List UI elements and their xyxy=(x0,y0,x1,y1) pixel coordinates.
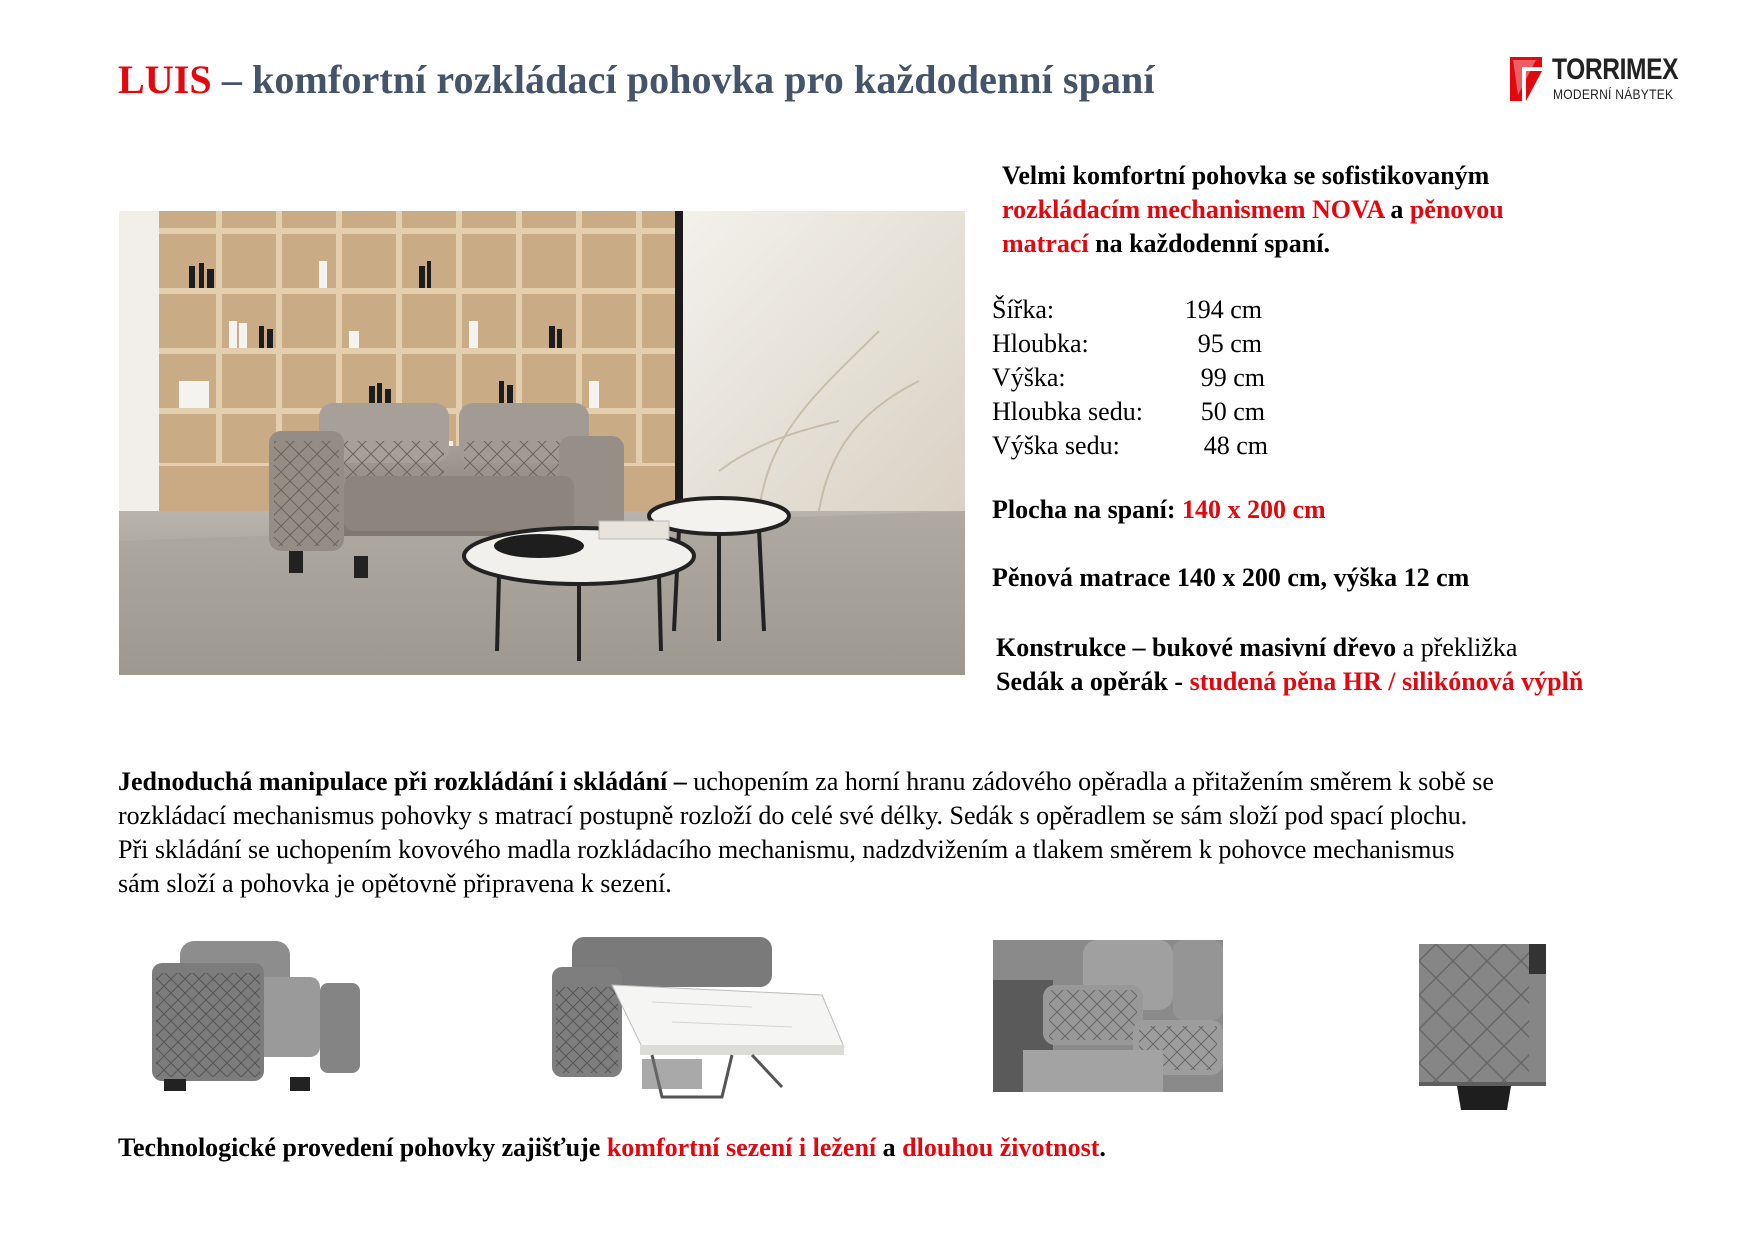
spec-label: Hloubka sedu: xyxy=(992,397,1143,426)
hero-sofa-illustration xyxy=(119,211,965,675)
manipulation-line-2: rozkládací mechanismus pohovky s matrací postupně rozloží do celé své délky. Sedák s opěradlem se sám složí pod spací plochu. xyxy=(118,801,1468,830)
spec-label: Výška: xyxy=(992,363,1066,392)
spec-label: Šířka: xyxy=(992,295,1055,324)
intro-line-2 xyxy=(1002,193,1504,227)
dimensions-list xyxy=(992,293,1274,463)
intro-mattress: matrací xyxy=(1002,229,1089,258)
footer-durability: dlouhou životnost xyxy=(902,1133,1100,1162)
hero-photo-living-room xyxy=(119,211,965,675)
intro-line-3-rest: na každodenní spaní. xyxy=(1088,229,1330,258)
spec-label: Výška sedu: xyxy=(992,431,1120,460)
manipulation-paragraph xyxy=(118,765,1678,901)
spec-value: 99 cm xyxy=(1200,363,1265,392)
spec-seat-depth xyxy=(992,395,1274,429)
product-name: LUIS xyxy=(118,57,212,102)
footer-suffix: . xyxy=(1099,1133,1106,1162)
spec-depth xyxy=(992,327,1274,361)
seat-red: studená pěna HR / silikónová výplň xyxy=(1189,667,1584,696)
manipulation-line-1-rest: uchopením za horní hranu zádového opěradla a přitažením směrem k sobě se xyxy=(686,767,1494,796)
seat-line xyxy=(996,665,1583,699)
footer-prefix: Technologické provedení pohovky zajišťuje xyxy=(118,1133,607,1162)
seat-bold: Sedák a opěrák - xyxy=(996,667,1190,696)
intro-line-1: Velmi komfortní pohovka se sofistikovaným xyxy=(1002,161,1490,190)
spec-value: 95 cm xyxy=(1197,329,1262,358)
intro-line-3 xyxy=(1002,227,1504,261)
intro-text xyxy=(1002,159,1504,261)
spec-seat-height xyxy=(992,429,1274,463)
construction-rest: a překližka xyxy=(1396,633,1518,662)
manipulation-bold: Jednoduchá manipulace při rozkládání i skládání – xyxy=(118,767,687,796)
construction-bold: Konstrukce – bukové masivní dřevo xyxy=(996,633,1397,662)
sleeping-area-value: 140 x 200 cm xyxy=(1182,495,1326,524)
logo-mark-icon xyxy=(1510,55,1546,103)
manipulation-line-3: Při skládání se uchopením kovového madla rozkládacího mechanismu, nadzdvižením a tlakem směrem k pohovce mechanismus xyxy=(118,835,1455,864)
sleeping-area-label: Plocha na spaní: xyxy=(992,495,1182,524)
thumb-cushion-detail xyxy=(993,940,1223,1092)
intro-conj: a xyxy=(1383,195,1410,224)
mattress-info: Pěnová matrace 140 x 200 cm, výška 12 cm xyxy=(992,563,1470,592)
footer-statement xyxy=(118,1133,1106,1163)
logo-brand: TORRIMEX xyxy=(1552,53,1679,86)
logo-tagline: MODERNÍ NÁBYTEK xyxy=(1553,86,1674,102)
thumb-sofa-front xyxy=(150,937,365,1097)
spec-label: Hloubka: xyxy=(992,329,1089,358)
intro-foam: pěnovou xyxy=(1409,195,1504,224)
spec-width xyxy=(992,293,1274,327)
footer-conj: a xyxy=(876,1133,903,1162)
spec-height xyxy=(992,361,1274,395)
sleeping-area xyxy=(992,495,1326,525)
construction-info xyxy=(996,631,1583,699)
footer-comfort: komfortní sezení i ležení xyxy=(606,1133,877,1162)
construction-line xyxy=(996,631,1583,665)
thumb-armrest-detail xyxy=(1419,944,1546,1112)
thumb-sofa-unfolded xyxy=(552,937,852,1102)
manipulation-line-4: sám složí a pohovka je opětovně připravena k sezení. xyxy=(118,869,672,898)
spec-value: 194 cm xyxy=(1184,295,1262,324)
spec-value: 50 cm xyxy=(1200,397,1265,426)
spec-value: 48 cm xyxy=(1203,431,1268,460)
title-text: – komfortní rozkládací pohovka pro každodenní spaní xyxy=(211,57,1155,102)
manipulation-line-1 xyxy=(118,765,1678,799)
intro-mechanism: rozkládacím mechanismem NOVA xyxy=(1002,195,1384,224)
page-title xyxy=(118,56,1155,103)
